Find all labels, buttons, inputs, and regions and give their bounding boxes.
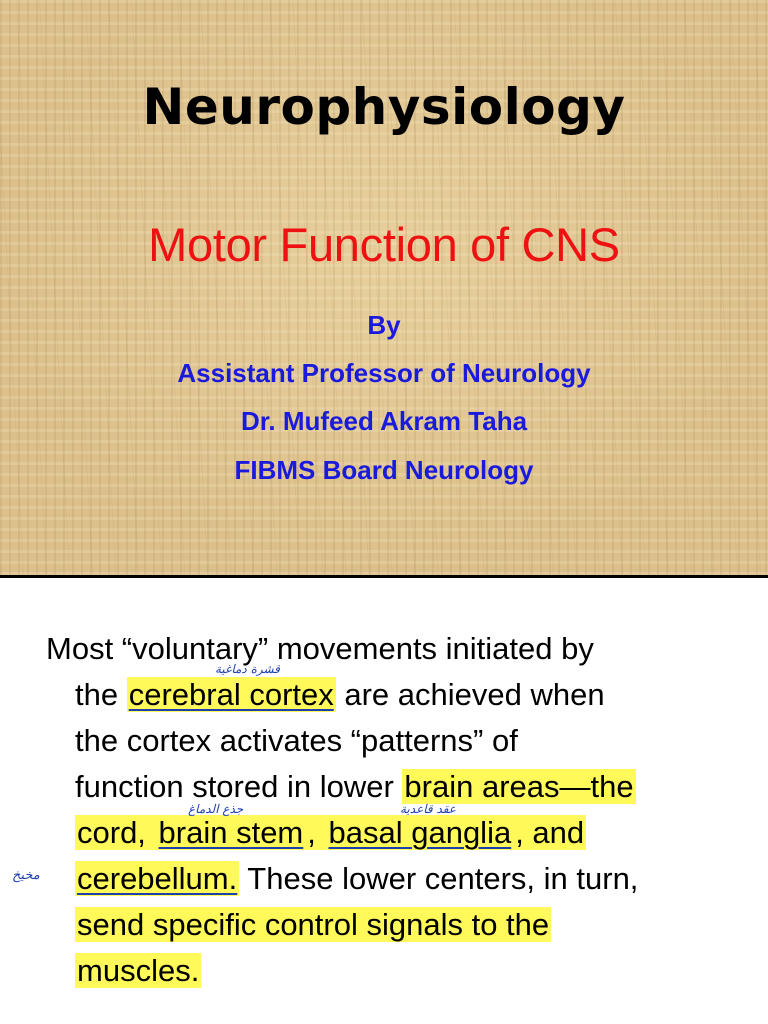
annotation-basal-ganglia: عقد قاعدية bbox=[400, 802, 456, 816]
credit-author-name: Dr. Mufeed Akram Taha bbox=[240, 406, 528, 436]
text-segment: the cortex activates “patterns” of bbox=[75, 723, 518, 758]
text-segment: , bbox=[307, 815, 325, 850]
text-line bbox=[75, 769, 636, 805]
highlight-brain-stem: brain stem bbox=[158, 815, 304, 850]
text-segment: These lower centers, in turn, bbox=[239, 861, 639, 896]
highlight-cerebellum: cerebellum. bbox=[77, 861, 238, 896]
credit-position: Assistant Professor of Neurology bbox=[177, 358, 591, 388]
annotation-cerebellum: مخيخ bbox=[12, 868, 40, 883]
content-slide bbox=[0, 578, 768, 1024]
text-segment: the bbox=[75, 677, 127, 712]
text-line bbox=[75, 723, 518, 759]
text-line bbox=[75, 907, 551, 943]
highlight-muscles: muscles. bbox=[77, 953, 200, 988]
annotation-brain-stem: جذع الدماغ bbox=[188, 802, 244, 816]
slide-title: Neurophysiology bbox=[142, 78, 626, 136]
text-segment: Most “voluntary” movements initiated by bbox=[46, 631, 594, 666]
text-line bbox=[75, 861, 638, 897]
text-line bbox=[75, 815, 586, 851]
credit-by: By bbox=[367, 310, 401, 340]
text-line bbox=[75, 953, 201, 989]
text-line bbox=[75, 677, 605, 713]
slide-body-text bbox=[0, 578, 768, 1024]
text-line bbox=[46, 631, 594, 667]
text-segment: are achieved when bbox=[335, 677, 605, 712]
text-segment: , and bbox=[515, 815, 585, 850]
highlight-basal-ganglia: basal ganglia bbox=[328, 815, 512, 850]
text-segment: function stored in lower bbox=[75, 769, 403, 804]
highlight-cord: cord, bbox=[77, 815, 155, 850]
highlight-cerebral-cortex: cerebral cortex bbox=[128, 677, 334, 712]
highlight-control-signals: send specific control signals to the bbox=[77, 907, 550, 942]
slide-subtitle: Motor Function of CNS bbox=[148, 218, 620, 271]
credit-board: FIBMS Board Neurology bbox=[234, 455, 534, 485]
annotation-cortex: قشرة دماغية bbox=[215, 662, 280, 676]
highlight-brain-areas: brain areas—the bbox=[404, 769, 634, 804]
